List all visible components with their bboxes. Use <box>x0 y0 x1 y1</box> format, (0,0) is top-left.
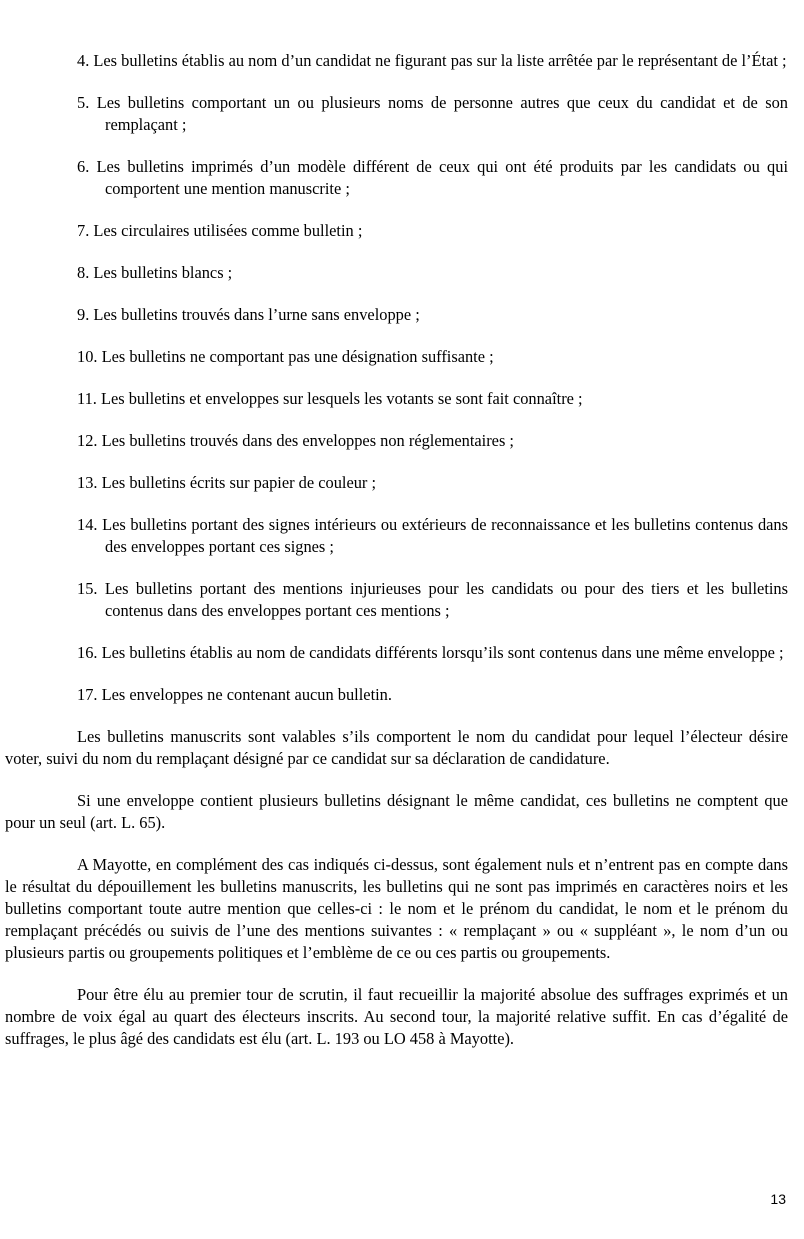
list-item: 17. Les enveloppes ne contenant aucun bulletin. <box>77 685 392 705</box>
list-item: 16. Les bulletins établis au nom de candidats différents lorsqu’ils sont contenus dans une même enveloppe ; <box>77 643 784 663</box>
paragraph-multiple-ballots: Si une enveloppe contient plusieurs bulletins désignant le même candidat, ces bulletins ne comptent que pour un seul (art. L. 65). <box>5 791 788 833</box>
list-item: 6. Les bulletins imprimés d’un modèle différent de ceux qui ont été produits par les candidats ou qui comportent une mention manuscrite ; <box>77 157 788 199</box>
list-item: 14. Les bulletins portant des signes intérieurs ou extérieurs de reconnaissance et les bulletins contenus dans des enveloppes portant ces signes ; <box>77 515 788 557</box>
paragraph-mayotte: A Mayotte, en complément des cas indiqués ci-dessus, sont également nuls et n’entrent pas en compte dans le résultat du dépouillement les bulletins manuscrits, les bulletins qui ne sont pas imprimés en caractères noirs et les bulletins comportant toute autre mention que celles-ci : le nom et le prénom du candidat, le nom et le prénom du remplaçant précédés ou suivis de l’une des mentions suivantes : « remplaçant » ou « suppléant », le nom d’un ou plusieurs partis ou groupements politiques et l’emblème de ce ou ces partis ou groupements. <box>5 855 788 963</box>
list-item: 11. Les bulletins et enveloppes sur lesquels les votants se sont fait connaître ; <box>77 389 583 409</box>
paragraph-election-rules: Pour être élu au premier tour de scrutin, il faut recueillir la majorité absolue des suffrages exprimés et un nombre de voix égal au quart des électeurs inscrits. Au second tour, la majorité relative suffit. En cas d’égalité de suffrages, le plus âgé des candidats est élu (art. L. 193 ou LO 458 à Mayotte). <box>5 985 788 1049</box>
list-item: 12. Les bulletins trouvés dans des enveloppes non réglementaires ; <box>77 431 514 451</box>
list-item: 8. Les bulletins blancs ; <box>77 263 233 283</box>
document-page <box>5 34 788 1070</box>
list-item: 10. Les bulletins ne comportant pas une désignation suffisante ; <box>77 347 494 367</box>
paragraph-handwritten-ballots: Les bulletins manuscrits sont valables s’ils comportent le nom du candidat pour lequel l’électeur désire voter, suivi du nom du remplaçant désigné par ce candidat sur sa déclaration de candidature. <box>5 727 788 769</box>
list-item: 4. Les bulletins établis au nom d’un candidat ne figurant pas sur la liste arrêtée par le représentant de l’État ; <box>77 51 787 71</box>
list-item: 7. Les circulaires utilisées comme bulletin ; <box>77 221 363 241</box>
list-item: 9. Les bulletins trouvés dans l’urne sans enveloppe ; <box>77 305 420 325</box>
page-number: 13 <box>770 1191 786 1207</box>
list-item: 13. Les bulletins écrits sur papier de couleur ; <box>77 473 377 493</box>
list-item: 5. Les bulletins comportant un ou plusieurs noms de personne autres que ceux du candidat et de son remplaçant ; <box>77 93 788 135</box>
list-item: 15. Les bulletins portant des mentions injurieuses pour les candidats ou pour des tiers et les bulletins contenus dans des enveloppes portant ces mentions ; <box>77 579 788 621</box>
invalid-ballots-list <box>5 50 788 706</box>
